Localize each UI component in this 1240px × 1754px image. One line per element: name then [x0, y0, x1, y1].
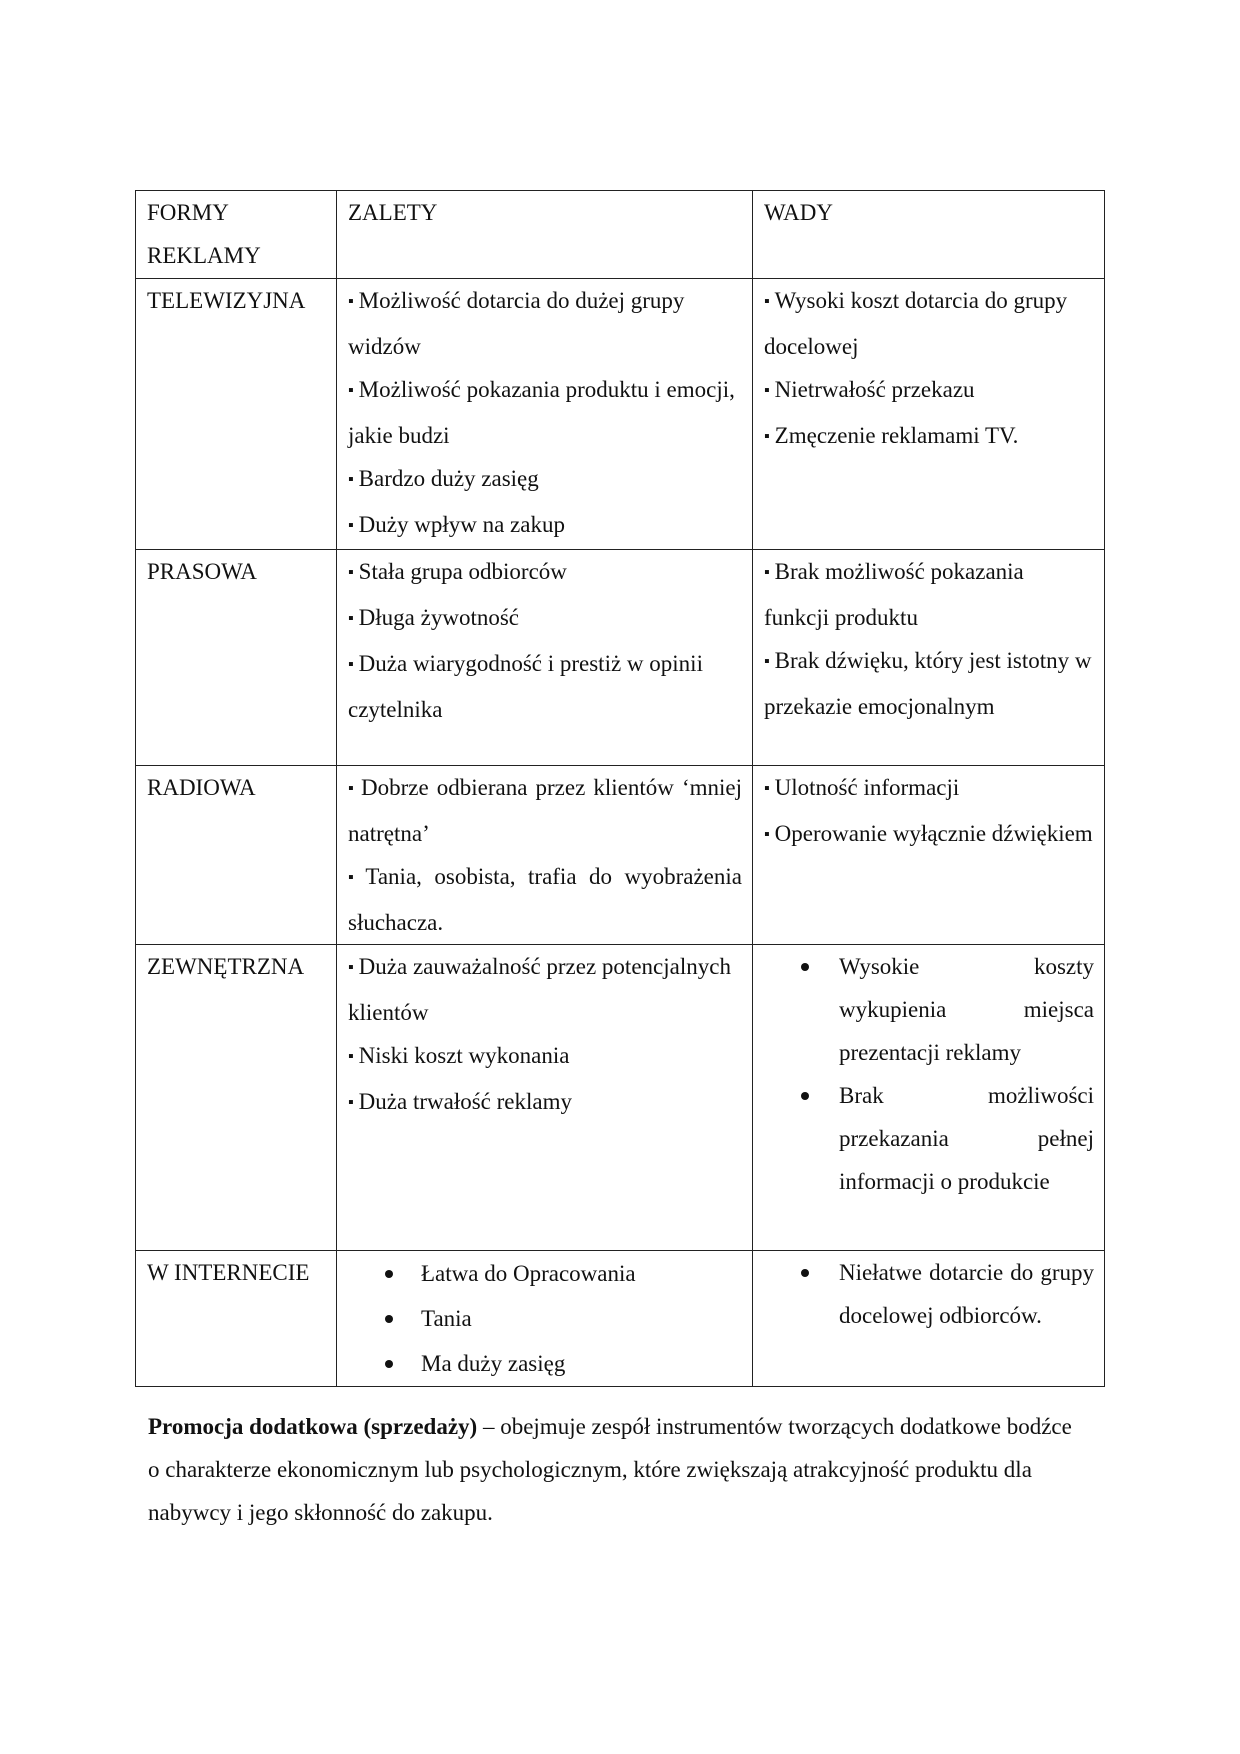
form-name: ZEWNĘTRZNA	[136, 945, 337, 1251]
list-item: ▪ Możliwość dotarcia do dużej grupy widzów	[348, 288, 685, 359]
table-row	[136, 279, 1105, 550]
list-item: ▪ Tania, osobista, trafia do wyobrażenia słuchacza.	[348, 864, 742, 935]
list-item: Tania	[421, 1296, 742, 1341]
list-item: ▪ Niski koszt wykonania	[348, 1043, 570, 1068]
list-item: ▪ Dobrze odbierana przez klientów ‘mniej natrętna’	[348, 775, 742, 846]
list-item: Niełatwe dotarcie do grupy docelowej odbiorców.	[839, 1251, 1094, 1337]
bullet-square-icon: ▪	[764, 826, 770, 843]
bullet-square-icon: ▪	[348, 564, 354, 581]
bullet-square-icon: ▪	[764, 293, 770, 310]
bullet-square-icon: ▪	[764, 564, 770, 581]
advantages-cell	[337, 1251, 753, 1387]
bullet-square-icon: ▪	[348, 1094, 354, 1111]
list-item: ▪ Bardzo duży zasięg	[348, 466, 539, 491]
list-item: ▪ Duży wpływ na zakup	[348, 512, 565, 537]
bullet-square-icon: ▪	[348, 517, 354, 534]
list-item: Wysokie koszty wykupienia miejsca prezentacji reklamy	[839, 945, 1094, 1074]
header-disadvantages: WADY	[753, 191, 1105, 279]
list-item: ▪ Wysoki koszt dotarcia do grupy docelowej	[764, 288, 1068, 359]
bullet-square-icon: ▪	[348, 610, 354, 627]
bullet-square-icon: ▪	[764, 653, 770, 670]
list-item: ▪ Duża zauważalność przez potencjalnych klientów	[348, 954, 731, 1025]
form-name: RADIOWA	[136, 766, 337, 945]
promotion-definition: – obejmuje zespół instrumentów tworzących dodatkowe bodźce o charakterze ekonomicznym lub psychologicznym, które zwiększają atrakcyjność produktu dla nabywcy i jego skłonność do zakupu.	[148, 1414, 1072, 1525]
list-item: ▪ Brak możliwość pokazania funkcji produktu	[764, 559, 1024, 630]
table-row	[136, 550, 1105, 766]
form-name: PRASOWA	[136, 550, 337, 766]
bullet-square-icon: ▪	[348, 959, 354, 976]
list-item: ▪ Duża wiarygodność i prestiż w opinii czytelnika	[348, 651, 703, 722]
header-advantages: ZALETY	[337, 191, 753, 279]
disadvantages-cell	[753, 279, 1105, 550]
header-forms-line2: REKLAMY	[147, 243, 261, 268]
list-item: Łatwa do Opracowania	[421, 1251, 742, 1296]
header-forms-line1: FORMY	[147, 200, 229, 225]
list-item: ▪ Długa żywotność	[348, 605, 519, 630]
bullet-square-icon: ▪	[348, 382, 354, 399]
list-item: ▪ Operowanie wyłącznie dźwiękiem	[764, 821, 1093, 846]
bullet-square-icon: ▪	[764, 780, 770, 797]
bullet-square-icon: ▪	[348, 656, 354, 673]
bullet-square-icon: ▪	[764, 382, 770, 399]
list-item: ▪ Stała grupa odbiorców	[348, 559, 567, 584]
table-row	[136, 766, 1105, 945]
list-item: ▪ Zmęczenie reklamami TV.	[764, 423, 1019, 448]
header-forms	[136, 191, 337, 279]
table-header-row	[136, 191, 1105, 279]
advantages-cell	[337, 550, 753, 766]
disadvantages-cell	[753, 550, 1105, 766]
disadvantages-cell	[753, 1251, 1105, 1387]
list-item: Brak możliwości przekazania pełnej informacji o produkcie	[839, 1074, 1094, 1203]
promotion-term: Promocja dodatkowa (sprzedaży)	[148, 1414, 478, 1439]
bullet-square-icon: ▪	[348, 293, 354, 310]
advertising-forms-table	[135, 190, 1105, 1387]
list-item: ▪ Ulotność informacji	[764, 775, 960, 800]
form-name: TELEWIZYJNA	[136, 279, 337, 550]
advantages-cell	[337, 766, 753, 945]
table-row	[136, 1251, 1105, 1387]
bullet-square-icon: ▪	[348, 1048, 354, 1065]
advantages-cell	[337, 945, 753, 1251]
list-item: ▪ Duża trwałość reklamy	[348, 1089, 572, 1114]
table-row	[136, 945, 1105, 1251]
form-name: W INTERNECIE	[136, 1251, 337, 1387]
bullet-square-icon: ▪	[764, 428, 770, 445]
list-item: ▪ Brak dźwięku, który jest istotny w przekazie emocjonalnym	[764, 648, 1092, 719]
bullet-square-icon: ▪	[348, 780, 356, 797]
promotion-paragraph	[148, 1405, 1088, 1534]
disadvantages-cell	[753, 945, 1105, 1251]
disadvantages-cell	[753, 766, 1105, 945]
bullet-square-icon: ▪	[348, 869, 361, 886]
list-item: ▪ Nietrwałość przekazu	[764, 377, 975, 402]
bullet-square-icon: ▪	[348, 471, 354, 488]
list-item: Ma duży zasięg	[421, 1341, 742, 1386]
list-item: ▪ Możliwość pokazania produktu i emocji, jakie budzi	[348, 377, 735, 448]
advantages-cell	[337, 279, 753, 550]
